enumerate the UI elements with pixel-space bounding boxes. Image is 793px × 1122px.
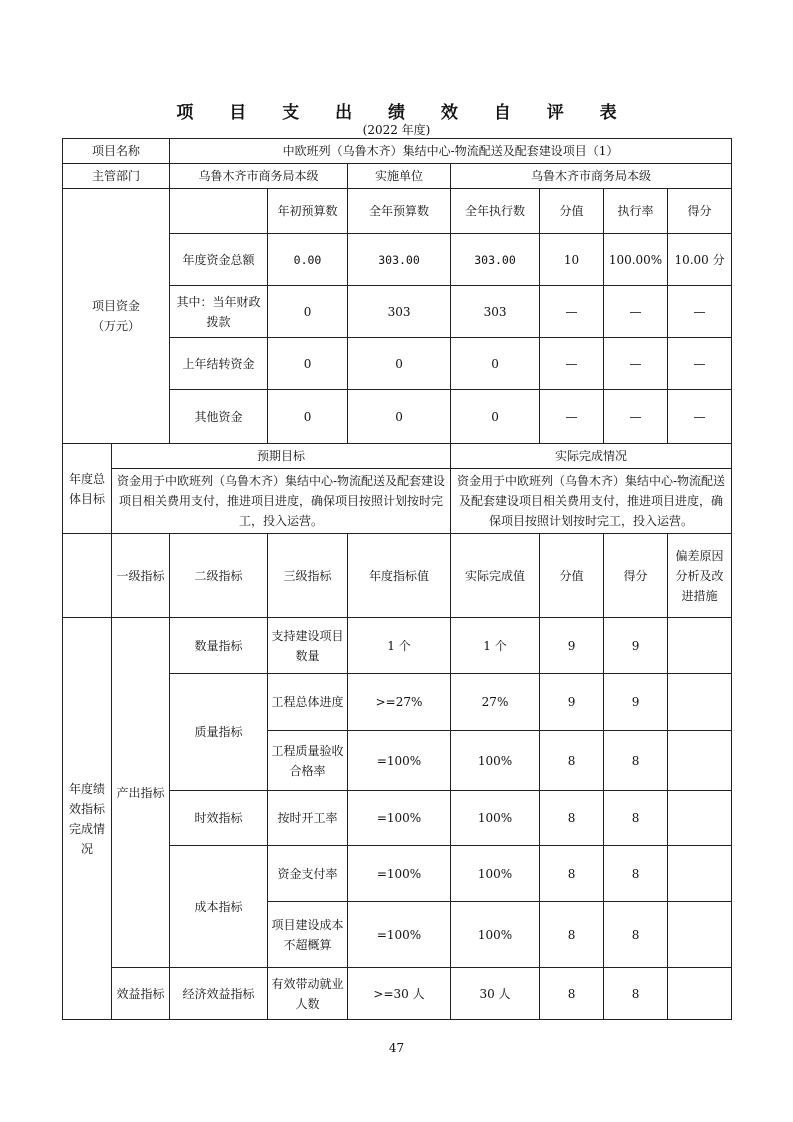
header-level2: 二级指标 (170, 534, 268, 618)
funds-executed: 303 (451, 286, 540, 338)
indicator-actual: 100% (451, 846, 540, 902)
indicator-deviation (668, 731, 732, 791)
expected-goal-header: 预期目标 (112, 444, 451, 469)
indicator-target: >=30 人 (348, 968, 451, 1020)
funds-annual: 303.00 (348, 234, 451, 286)
indicator-deviation (668, 846, 732, 902)
indicators-header-blank (63, 534, 112, 618)
indicator-row (63, 968, 732, 1020)
funds-score-value: 10 (540, 234, 604, 286)
header-deviation: 偏差原因分析及改进措施 (668, 534, 732, 618)
funds-score: — (668, 338, 732, 390)
category-economic-benefit: 经济效益指标 (170, 968, 268, 1020)
indicators-header-row (63, 534, 732, 618)
page-title: 项 目 支 出 绩 效 自 评 表 (176, 103, 632, 123)
funds-initial: 0.00 (268, 234, 348, 286)
indicator-row (63, 618, 732, 674)
project-name-value: 中欧班列（乌鲁木齐）集结中心-物流配送及配套建设项目（1） (170, 139, 732, 164)
funds-executed: 0 (451, 390, 540, 444)
actual-result-text: 资金用于中欧班列（乌鲁木齐）集结中心-物流配送及配套建设项目相关费用支付，推进项目进度，确保项目按照计划按时完工，投入运营。 (451, 469, 732, 534)
indicator-actual: 27% (451, 674, 540, 731)
indicator-actual: 1 个 (451, 618, 540, 674)
header-target: 年度指标值 (348, 534, 451, 618)
funds-header-blank (170, 189, 268, 234)
goals-section-label: 年度总体目标 (63, 444, 112, 534)
goals-header-row (63, 444, 732, 469)
indicator-deviation (668, 618, 732, 674)
indicator-target: >=27% (348, 674, 451, 731)
funds-initial: 0 (268, 338, 348, 390)
project-name-row (63, 139, 732, 164)
header-score: 得分 (604, 534, 668, 618)
indicator-name: 资金支付率 (268, 846, 348, 902)
indicator-deviation (668, 791, 732, 846)
indicator-deviation (668, 968, 732, 1020)
funds-score-value: — (540, 286, 604, 338)
category-quantity: 数量指标 (170, 618, 268, 674)
indicator-name: 有效带动就业人数 (268, 968, 348, 1020)
indicator-score-value: 9 (540, 674, 604, 731)
dept-label: 主管部门 (63, 164, 170, 189)
indicator-actual: 100% (451, 902, 540, 968)
funds-row-label: 年度资金总额 (170, 234, 268, 286)
indicator-score: 8 (604, 968, 668, 1020)
page-subtitle: (2022 年度) (362, 123, 431, 137)
category-cost: 成本指标 (170, 846, 268, 968)
funds-label-2: （万元） (92, 319, 141, 333)
indicator-name: 按时开工率 (268, 791, 348, 846)
indicator-target: =100% (348, 791, 451, 846)
indicator-score-value: 8 (540, 902, 604, 968)
impl-label: 实施单位 (348, 164, 451, 189)
funds-annual: 0 (348, 390, 451, 444)
goals-text-row (63, 469, 732, 534)
funds-header-initial: 年初预算数 (268, 189, 348, 234)
category-quality: 质量指标 (170, 674, 268, 791)
benefit-indicator-label: 效益指标 (112, 968, 170, 1020)
indicator-score: 8 (604, 846, 668, 902)
funds-initial: 0 (268, 390, 348, 444)
department-row (63, 164, 732, 189)
funds-header-row (63, 189, 732, 234)
funds-row-label: 其中：当年财政拨款 (170, 286, 268, 338)
funds-section-label (63, 189, 170, 444)
indicator-target: 1 个 (348, 618, 451, 674)
funds-label-1: 项目资金 (92, 299, 141, 313)
funds-score: 10.00 分 (668, 234, 732, 286)
indicator-name: 项目建设成本不超概算 (268, 902, 348, 968)
funds-header-score-value: 分值 (540, 189, 604, 234)
funds-header-annual: 全年预算数 (348, 189, 451, 234)
indicator-deviation (668, 674, 732, 731)
funds-header-rate: 执行率 (604, 189, 668, 234)
funds-score: — (668, 286, 732, 338)
indicator-score: 8 (604, 731, 668, 791)
funds-header-score: 得分 (668, 189, 732, 234)
indicator-name: 工程总体进度 (268, 674, 348, 731)
indicator-score-value: 8 (540, 791, 604, 846)
funds-rate: — (604, 286, 668, 338)
funds-score: — (668, 390, 732, 444)
funds-rate: — (604, 390, 668, 444)
indicator-score-value: 8 (540, 731, 604, 791)
header-actual: 实际完成值 (451, 534, 540, 618)
indicator-target: =100% (348, 902, 451, 968)
funds-header-executed: 全年执行数 (451, 189, 540, 234)
funds-annual: 0 (348, 338, 451, 390)
indicator-actual: 100% (451, 731, 540, 791)
indicator-score-value: 8 (540, 846, 604, 902)
funds-executed: 0 (451, 338, 540, 390)
indicator-deviation (668, 902, 732, 968)
indicators-section-label: 年度绩效指标完成情况 (63, 618, 112, 1020)
funds-score-value: — (540, 338, 604, 390)
indicator-score: 9 (604, 674, 668, 731)
self-evaluation-table (62, 138, 732, 1020)
indicator-name: 支持建设项目数量 (268, 618, 348, 674)
page-number: 47 (388, 1041, 405, 1055)
expected-goal-text: 资金用于中欧班列（乌鲁木齐）集结中心-物流配送及配套建设项目相关费用支付，推进项目进度，确保项目按照计划按时完工，投入运营。 (112, 469, 451, 534)
indicator-score: 9 (604, 618, 668, 674)
actual-result-header: 实际完成情况 (451, 444, 732, 469)
indicator-target: =100% (348, 731, 451, 791)
header-level3: 三级指标 (268, 534, 348, 618)
header-score-value: 分值 (540, 534, 604, 618)
funds-rate: 100.00% (604, 234, 668, 286)
indicator-score-value: 9 (540, 618, 604, 674)
indicator-name: 工程质量验收合格率 (268, 731, 348, 791)
project-name-label: 项目名称 (63, 139, 170, 164)
funds-rate: — (604, 338, 668, 390)
indicator-actual: 100% (451, 791, 540, 846)
funds-row-label: 其他资金 (170, 390, 268, 444)
indicator-score-value: 8 (540, 968, 604, 1020)
impl-value: 乌鲁木齐市商务局本级 (451, 164, 732, 189)
funds-score-value: — (540, 390, 604, 444)
funds-annual: 303 (348, 286, 451, 338)
indicator-score: 8 (604, 902, 668, 968)
output-indicator-label: 产出指标 (112, 618, 170, 968)
funds-initial: 0 (268, 286, 348, 338)
funds-row-label: 上年结转资金 (170, 338, 268, 390)
category-timeliness: 时效指标 (170, 791, 268, 846)
funds-executed: 303.00 (451, 234, 540, 286)
indicator-actual: 30 人 (451, 968, 540, 1020)
indicator-score: 8 (604, 791, 668, 846)
dept-value: 乌鲁木齐市商务局本级 (170, 164, 348, 189)
indicator-target: =100% (348, 846, 451, 902)
header-level1: 一级指标 (112, 534, 170, 618)
